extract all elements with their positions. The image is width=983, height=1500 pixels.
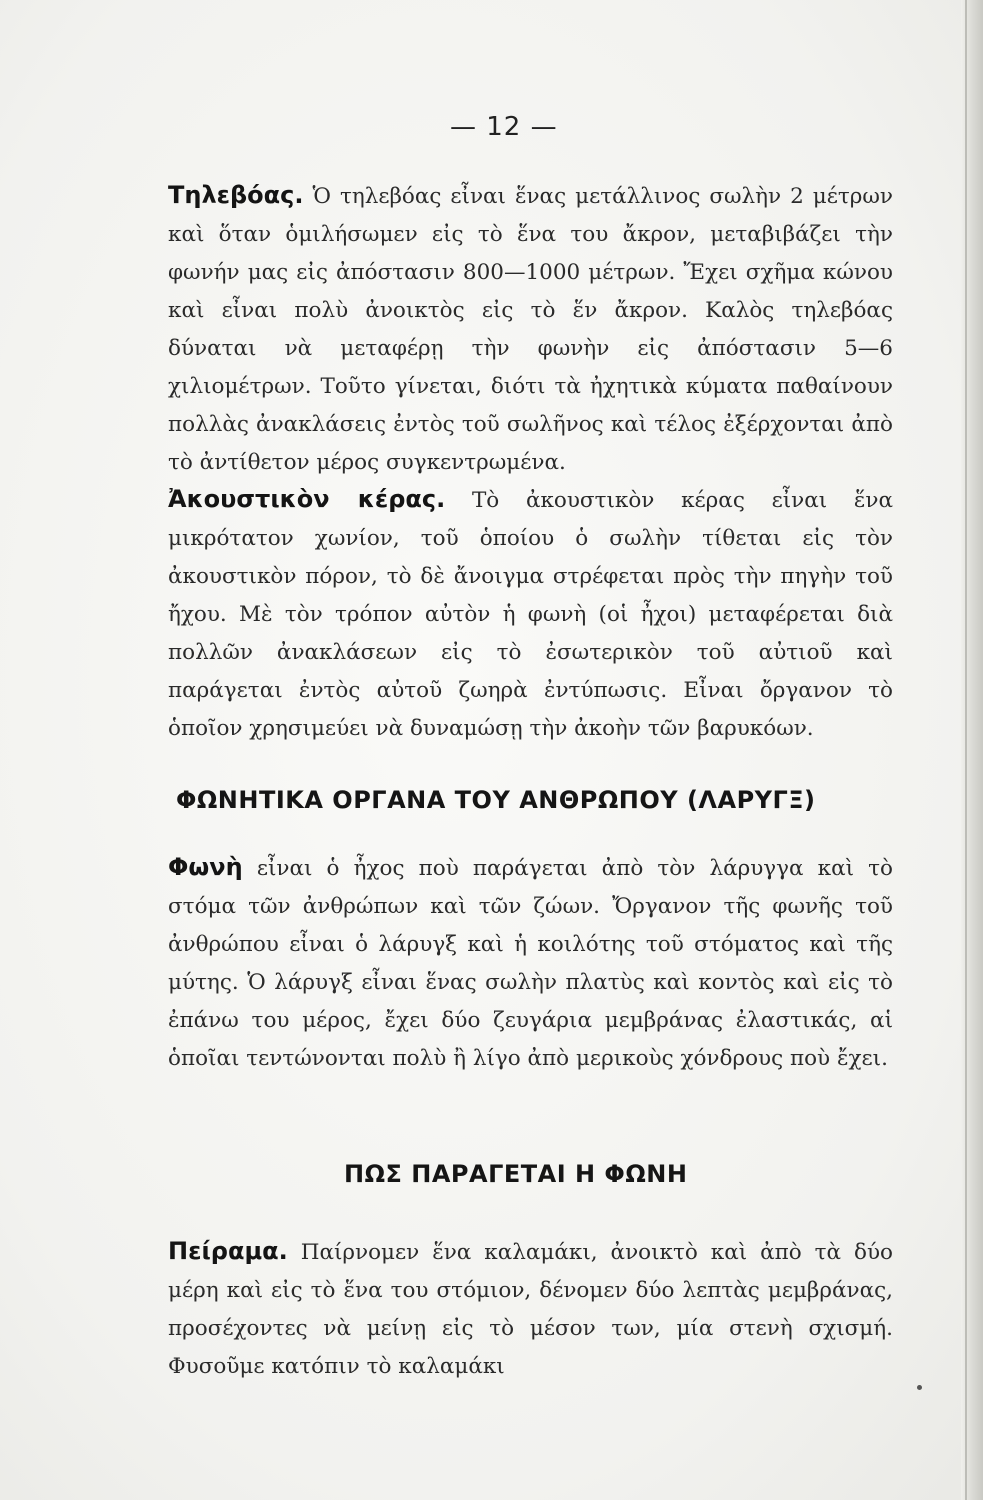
page-number: — 12 —: [450, 112, 558, 142]
ink-speck: [917, 1385, 922, 1390]
page-fold-line: [965, 0, 967, 1500]
section-heading-voice-production: ΠΩΣ ΠΑΡΑΓΕΤΑΙ Η ΦΩΝΗ: [344, 1160, 688, 1188]
paragraph-lead: Πείραμα.: [168, 1237, 288, 1265]
paragraph-text: εἶναι ὁ ἦχος ποὺ παράγεται ἀπὸ τὸν λάρυγγα καὶ τὸ στόμα τῶν ἀνθρώπων καὶ τῶν ζώων. Ὄργανον τῆς φωνῆς τοῦ ἀνθρώπου εἶναι ὁ λάρυγξ καὶ ἡ κοιλότης τοῦ στόματος καὶ τῆς μύτης. Ὁ λάρυγξ εἶναι ἕνας σωλὴν πλατὺς καὶ κοντὸς καὶ εἰς τὸ ἐπάνω του μέρος, ἔχει δύο ζευγάρια μεμβράνας ἐλαστικάς, αἱ ὁποῖαι τεντώνονται πολὺ ἢ λίγο ἀπὸ μερικοὺς χόνδρους ποὺ ἔχει.: [168, 856, 893, 1071]
paragraph-lead: Ἀκουστικὸν κέρας.: [168, 485, 446, 513]
paragraph-megaphone: [168, 176, 893, 482]
paragraph-text: Τὸ ἀκουστικὸν κέρας εἶναι ἕνα μικρότατον χωνίον, τοῦ ὁποίου ὁ σωλὴν τίθεται εἰς τὸν ἀκουστικὸν πόρον, τὸ δὲ ἄνοιγμα στρέφεται πρὸς τὴν πηγὴν τοῦ ἤχου. Μὲ τὸν τρόπον αὐτὸν ἡ φωνὴ (οἱ ἦχοι) μεταφέρεται διὰ πολλῶν ἀνακλάσεων εἰς τὸ ἐσωτερικὸν τοῦ αὐτιοῦ καὶ παράγεται ἐντὸς αὐτοῦ ζωηρὰ ἐντύπωσις. Εἶναι ὄργανον τὸ ὁποῖον χρησιμεύει νὰ δυναμώσῃ τὴν ἀκοὴν τῶν βαρυκόων.: [168, 488, 894, 741]
paragraph-text: Παίρνομεν ἕνα καλαμάκι, ἀνοικτὸ καὶ ἀπὸ τὰ δύο μέρη καὶ εἰς τὸ ἕνα του στόμιον, δένομεν δύο λεπτὰς μεμβράνας, προσέχοντες νὰ μείνῃ εἰς τὸ μέσον των, μία στενὴ σχισμή. Φυσοῦμε κατόπιν τὸ καλαμάκι: [168, 1240, 893, 1379]
paragraph-lead: Φωνὴ: [168, 853, 243, 881]
paragraph-experiment: [168, 1232, 893, 1386]
paragraph-text: Ὁ τηλεβόας εἶναι ἕνας μετάλλινος σωλὴν 2 μέτρων καὶ ὅταν ὁμιλήσωμεν εἰς τὸ ἕνα του ἄκρον, μεταβιβάζει τὴν φωνήν μας εἰς ἀπόστασιν 800—1000 μέτρων. Ἔχει σχῆμα κώνου καὶ εἶναι πολὺ ἀνοικτὸς εἰς τὸ ἕν ἄκρον. Καλὸς τηλεβόας δύναται νὰ μεταφέρῃ τὴν φωνὴν εἰς ἀπόστασιν 5—6 χιλιομέτρων. Τοῦτο γίνεται, διότι τὰ ἠχητικὰ κύματα παθαίνουν πολλὰς ἀνακλάσεις ἐντὸς τοῦ σωλῆνος καὶ τέλος ἐξέρχονται ἀπὸ τὸ ἀντίθετον μέρος συγκεντρωμένα.: [168, 184, 893, 475]
section-heading-vocal-organs: ΦΩΝΗΤΙΚΑ ΟΡΓΑΝΑ ΤΟΥ ΑΝΘΡΩΠΟΥ (ΛΑΡΥΓΞ): [176, 786, 816, 814]
paragraph-ear-trumpet: [168, 480, 893, 748]
paragraph-lead: Τηλεβόας.: [168, 181, 304, 209]
paragraph-voice: [168, 848, 893, 1078]
